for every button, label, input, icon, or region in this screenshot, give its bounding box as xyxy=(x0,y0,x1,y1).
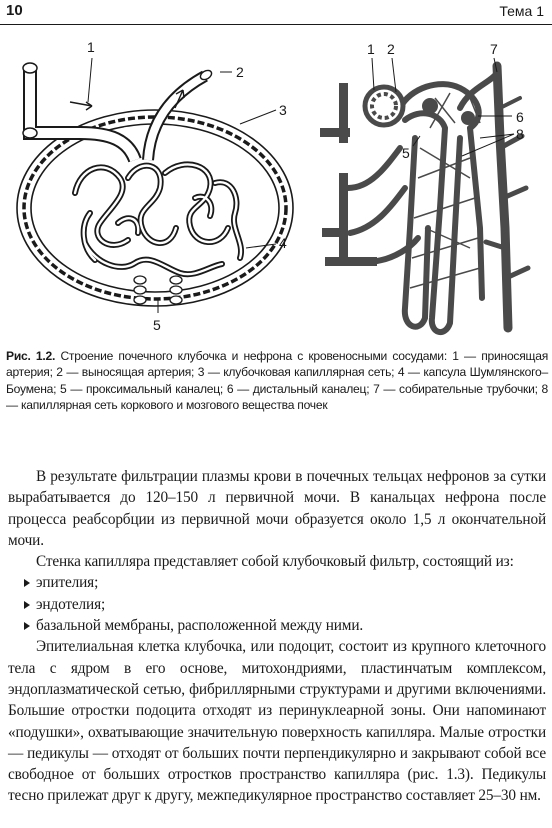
right-label-1: 1 xyxy=(367,41,375,57)
paragraph-1: В результате фильтрации плазмы крови в почечных тельцах нефронов за сутки вырабатывается до 120–150 л первичной мочи. В канальцах нефрона после процесса реабсорбции из первичной мочи образуется около 1,5 л окончательной мочи. xyxy=(8,468,546,549)
right-label-8: 8 xyxy=(516,126,524,142)
paragraph-2: Стенка капилляра представляет собой клубочковый фильтр, состоящий из: xyxy=(36,553,514,571)
paragraph-3: Эпителиальная клетка клубочка, или подоцит, состоит из крупного клеточного тела с ядром в его основе, митохондриями, пластинчатым комплексом, эндоплазматической сетью, фибриллярными структурами и другими включениями. Большие отростки подоцита отходят из перинуклеарной зоны. Они напоминают «подушки», охватывающие значительную поверхность капилляра. Малые отростки — педикулы — отходят от больших почти перпендикулярно и закрывают собой все свободное от больших отростков пространство капилляра (рис. 1.3). Педикулы тесно прилежат друг к другу, межпедикулярное пространство составляет 25–30 нм. xyxy=(8,638,546,805)
collecting-duct xyxy=(486,66,528,328)
filter-layers-list xyxy=(8,572,546,636)
running-header xyxy=(0,0,552,25)
right-label-5: 5 xyxy=(402,145,410,161)
list-item: эндотелия; xyxy=(24,594,546,615)
right-label-2: 2 xyxy=(387,41,395,57)
section-title: Тема 1 xyxy=(499,3,544,19)
left-label-2: 2 xyxy=(236,64,244,80)
left-label-5: 5 xyxy=(153,317,161,333)
figure-1-2 xyxy=(0,28,552,348)
left-label-1: 1 xyxy=(87,39,95,55)
figure-caption xyxy=(6,348,548,414)
page-number: 10 xyxy=(6,2,23,19)
left-label-3: 3 xyxy=(279,102,287,118)
left-label-4: 4 xyxy=(279,235,287,251)
nephron-illustration xyxy=(320,41,528,332)
list-item: эпителия; xyxy=(24,572,546,593)
caption-label: Рис. 1.2. xyxy=(6,349,56,363)
list-item: базальной мембраны, расположенной между ними. xyxy=(24,615,546,636)
body-text xyxy=(8,466,546,807)
caption-text: Строение почечного клубочка и нефрона с кровеносными сосудами: 1 — приносящая артерия; 2 — выносящая артерия; 3 — клубочковая капиллярная сеть; 4 — капсула Шумлянского–Боумена; 5 — проксимальный каналец; 6 — дистальный каналец; 7 — собирательные трубочки; 8 — капиллярная сеть коркового и мозгового вещества почек xyxy=(6,349,548,413)
glomerulus-illustration xyxy=(17,39,293,333)
right-label-6: 6 xyxy=(516,109,524,125)
right-label-7: 7 xyxy=(490,41,498,57)
